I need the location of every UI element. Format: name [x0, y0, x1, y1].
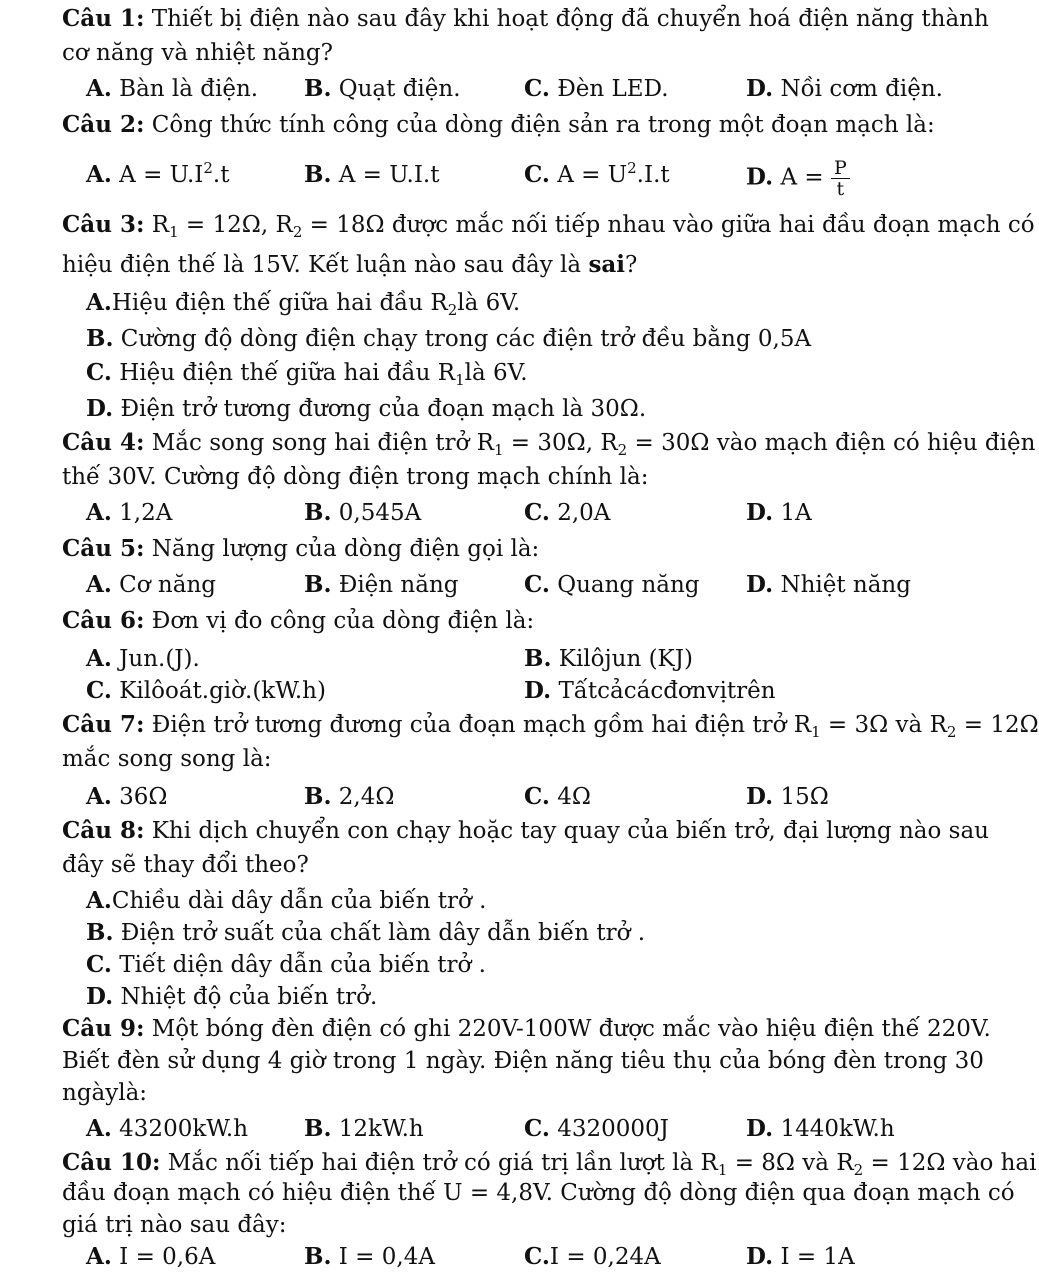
option-b[interactable]: B. A = U.I.t	[304, 161, 440, 188]
option-c[interactable]: C. Hiệu điện thế giữa hai đầu $R_1là$ 6V.	[86, 359, 528, 389]
question-8-label: Câu 8:	[62, 817, 145, 844]
option-a[interactable]: A.Chiều dài dây dẫn của biến trở .	[86, 887, 487, 914]
question-10-label: Câu 10:	[62, 1149, 161, 1176]
option-d[interactable]: D. Điện trở tương đương của đoạn mạch là 30Ω.	[86, 395, 647, 422]
question-9-label: Câu 9:	[62, 1015, 145, 1042]
question-4-options	[62, 496, 997, 530]
question-6-options-row2	[62, 674, 997, 708]
option-a[interactable]: A. Bàn là điện.	[86, 75, 259, 102]
question-9-stem: Câu 9: Một bóng đèn điện có ghi 220V-100W được mắc vào hiệu điện thế 220V.	[62, 1015, 991, 1042]
question-5-label: Câu 5:	[62, 535, 145, 562]
option-b[interactable]: B. Kilôjun (KJ)	[524, 645, 693, 672]
option-c[interactable]: C. Đèn LED.	[524, 75, 669, 102]
option-d[interactable]: D. 15Ω	[746, 783, 829, 810]
question-2-options	[62, 157, 997, 200]
question-7-label: Câu 7:	[62, 711, 145, 738]
question-8-stem: Câu 8: Khi dịch chuyển con chạy hoặc tay quay của biến trở, đại lượng nào sau	[62, 817, 989, 844]
question-4-label: Câu 4:	[62, 429, 145, 456]
option-d[interactable]: D. A = $\frac{P}{t}$	[746, 158, 850, 199]
option-b[interactable]: B. Điện năng	[304, 571, 459, 598]
option-c[interactable]: C. Quang năng	[524, 571, 700, 598]
fraction-p-over-t: $\frac{P}{t}$	[831, 158, 850, 199]
question-10-options	[62, 1240, 997, 1274]
option-a[interactable]: A. Cơ năng	[86, 571, 216, 598]
option-d[interactable]: D. I = 1A	[746, 1243, 855, 1270]
option-a[interactable]: A.Hiệu điện thế giữa hai đầu $R_2là$ 6V.	[86, 289, 521, 319]
question-7-stem: Câu 7: Điện trở tương đương của đoạn mạch gồm hai điện trở $R_1 = 3\Omega$ và $R_2 = 12\Omega$	[62, 711, 1039, 741]
question-4-stem: Câu 4: Mắc song song hai điện trở $R_1 = 30\Omega$, $R_2 = 30\Omega$ vào mạch điện có hiệu điện	[62, 429, 1036, 459]
option-d[interactable]: D. 1A	[746, 499, 812, 526]
question-6-stem: Câu 6: Đơn vị đo công của dòng điện là:	[62, 607, 535, 634]
option-c[interactable]: C. $A = U^2.I.t$	[524, 159, 670, 188]
question-9-options	[62, 1112, 997, 1146]
question-1-options	[62, 72, 997, 106]
option-b[interactable]: B. I = 0,4A	[304, 1243, 435, 1270]
option-a[interactable]: A. Jun.(J).	[86, 645, 200, 672]
option-a[interactable]: A. 43200kW.h	[86, 1115, 249, 1142]
option-c[interactable]: C. Tiết diện dây dẫn của biến trở .	[86, 951, 486, 978]
question-10-stem: Câu 10: Mắc nối tiếp hai điện trở có giá trị lần lượt là $R_1 = 8\Omega$ và $R_2 = 12\Omega$ vào hai	[62, 1149, 1037, 1179]
worksheet-page: Câu 1: Thiết bị điện nào sau đây khi hoạt động đã chuyển hoá điện năng thành cơ năng và nhiệt năng? A. Bàn là điện. B. Quạt điện. C. Đèn LED. D. Nồi cơm điện. Câu 2: Công thức tính công của dòng điện sản ra trong một đoạn mạch là: A. $A = U.I^2.t$ B. A = U.I.t C. $A = U^2.I.t$ D. A = $\frac{P}{t}$ Câu 3: $R_1 = 12\Omega$, $R_2 = 18\Omega$ được mắc nối tiếp nhau vào giữa hai đầu đoạn mạch có hiệu điện thế là 15V. Kết luận nào sau đây là sai? A.Hiệu điện thế giữa hai đầu $R_2là$ 6V. B. Cường độ dòng điện chạy trong các điện trở đều bằng 0,5A C. Hiệu điện thế giữa hai đầu $R_1là$ 6V. D. Điện trở tương đương của đoạn mạch là 30Ω. Câu 4: Mắc song song hai điện trở $R_1 = 30\Omega$, $R_2 = 30\Omega$ vào mạch điện có hiệu điện thế 30V. Cường độ dòng điện trong mạch chính là: A. 1,2A B. 0,545A C. 2,0A D. 1A Câu 5: Năng lượng của dòng điện gọi là: A. Cơ năng B. Điện năng C. Quang năng D. Nhiệt năng Câu 6: Đơn vị đo công của dòng điện là: A. Jun.(J). B. Kilôjun (KJ) C. Kilôoát.giờ.(kW.h) D. Tấtcảcácđơnvịtrên Câu 7: Điện trở tương đương của đoạn mạch gồm hai điện trở $R_1 = 3\Omega$ và $R_2 = 12\Omega$ mắc song song là: A. 36Ω B. 2,4Ω C. 4Ω D. 15Ω Câu 8: Khi dịch chuyển con chạy hoặc tay quay của biến trở, đại lượng nào sau đây sẽ thay đổi theo? A.Chiều dài dây dẫn của biến trở . B. Điện trở suất của chất làm dây dẫn biến trở . C. Tiết diện dây dẫn của biến trở . D. Nhiệt độ của biến trở. Câu 9: Một bóng đèn điện có ghi 220V-100W được mắc vào hiệu điện thế 220V. Biết đèn sử dụng 4 giờ trong 1 ngày. Điện năng tiêu thụ của bóng đèn trong 30 ngàylà: A. 43200kW.h B. 12kW.h C. 4320000J D. 1440kW.h Câu 10: Mắc nối tiếp hai điện trở có giá trị lần lượt là $R_1 = 8\Omega$ và $R_2 = 12\Omega$ vào hai đầu đoạn mạch có hiệu điện thế U = 4,8V. Cường độ dòng điện qua đoạn mạch có giá trị nào sau đây: A. I = 0,6A B. I = 0,4A C.I = 0,24A D. I = 1A	[0, 0, 1024, 1280]
option-a[interactable]: A. 36Ω	[86, 783, 168, 810]
question-1-label: Câu 1:	[62, 5, 145, 32]
question-5-options	[62, 568, 997, 602]
option-d[interactable]: D. Nồi cơm điện.	[746, 75, 943, 102]
question-3-stem: Câu 3: $R_1 = 12\Omega$, $R_2 = 18\Omega$ được mắc nối tiếp nhau vào giữa hai đầu đoạn mạch có	[62, 211, 1035, 241]
option-b[interactable]: B. 0,545A	[304, 499, 422, 526]
option-a[interactable]: A. I = 0,6A	[86, 1243, 216, 1270]
option-b[interactable]: B. 2,4Ω	[304, 783, 395, 810]
option-b[interactable]: B. Điện trở suất của chất làm dây dẫn biến trở .	[86, 919, 646, 946]
question-7-options	[62, 780, 997, 814]
question-6-label: Câu 6:	[62, 607, 145, 634]
option-d[interactable]: D. Nhiệt năng	[746, 571, 911, 598]
option-d[interactable]: D. Nhiệt độ của biến trở.	[86, 983, 378, 1010]
option-c[interactable]: C. 2,0A	[524, 499, 611, 526]
option-a[interactable]: A. 1,2A	[86, 499, 173, 526]
option-b[interactable]: B. Cường độ dòng điện chạy trong các điện trở đều bằng 0,5A	[86, 325, 812, 352]
question-1-stem: Câu 1: Thiết bị điện nào sau đây khi hoạt động đã chuyển hoá điện năng thành	[62, 5, 989, 32]
option-c[interactable]: C.I = 0,24A	[524, 1243, 661, 1270]
option-c[interactable]: C. 4Ω	[524, 783, 591, 810]
option-a[interactable]: A. $A = U.I^2.t$	[86, 159, 230, 188]
option-b[interactable]: B. Quạt điện.	[304, 75, 461, 102]
question-3-label: Câu 3:	[62, 211, 145, 238]
question-2-stem: Câu 2: Công thức tính công của dòng điện sản ra trong một đoạn mạch là:	[62, 111, 935, 138]
option-c[interactable]: C. 4320000J	[524, 1115, 669, 1142]
option-d[interactable]: D. Tấtcảcácđơnvịtrên	[524, 677, 776, 704]
option-c[interactable]: C. Kilôoát.giờ.(kW.h)	[86, 677, 326, 704]
question-2-label: Câu 2:	[62, 111, 145, 138]
option-b[interactable]: B. 12kW.h	[304, 1115, 424, 1142]
option-d[interactable]: D. 1440kW.h	[746, 1115, 895, 1142]
question-5-stem: Câu 5: Năng lượng của dòng điện gọi là:	[62, 535, 540, 562]
question-6-options-row1	[62, 642, 997, 676]
